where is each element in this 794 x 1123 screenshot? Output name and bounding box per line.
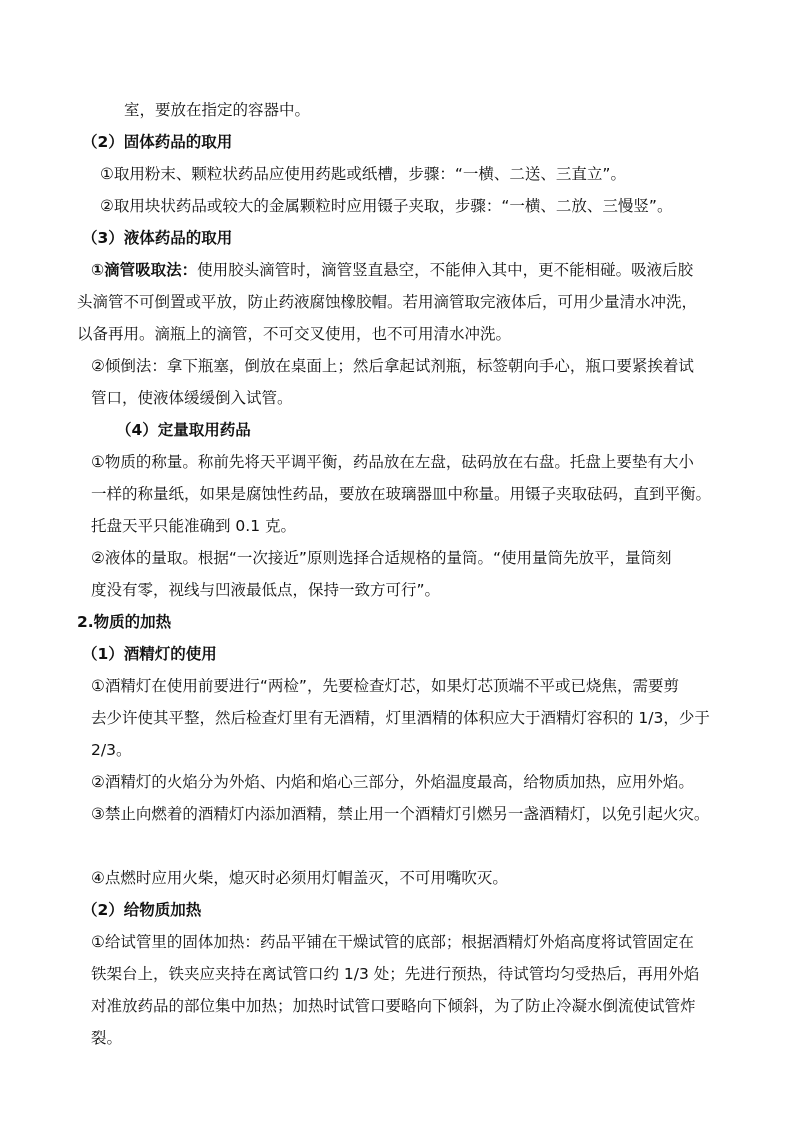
paragraph-line: ①给试管里的固体加热：药品平铺在干燥试管的底部；根据酒精灯外焰高度将试管固定在 xyxy=(91,933,694,951)
section-heading-heating: 2.物质的加热 xyxy=(77,613,172,631)
paragraph-line: 去少许使其平整，然后检查灯里有无酒精，灯里酒精的体积应大于酒精灯容积的 1/3，少于 xyxy=(91,709,710,727)
paragraph-line xyxy=(91,260,693,280)
paragraph-line: ②取用块状药品或较大的金属颗粒时应用镊子夹取，步骤：“一横、二放、三慢竖”。 xyxy=(100,197,673,215)
paragraph-line: ①酒精灯在使用前要进行“两检”，先要检查灯芯，如果灯芯顶端不平或已烧焦，需要剪 xyxy=(91,677,679,695)
paragraph-line: ②倾倒法：拿下瓶塞，倒放在桌面上；然后拿起试剂瓶，标签朝向手心，瓶口要紧挨着试 xyxy=(91,357,694,375)
paragraph-line: 以备再用。滴瓶上的滴管，不可交叉使用，也不可用清水冲洗。 xyxy=(77,325,512,343)
paragraph-line: ④点燃时应用火柴，熄灭时必须用灯帽盖灭，不可用嘴吹灭。 xyxy=(91,869,508,887)
paragraph-line: 管口，使液体缓缓倒入试管。 xyxy=(91,389,293,407)
paragraph-line: ①物质的称量。称前先将天平调平衡，药品放在左盘，砝码放在右盘。托盘上要垫有大小 xyxy=(91,453,694,471)
paragraph-line: 托盘天平只能准确到 0.1 克。 xyxy=(91,517,297,535)
paragraph-line: 对准放药品的部位集中加热；加热时试管口要略向下倾斜，为了防止冷凝水倒流使试管炸 xyxy=(91,997,696,1015)
paragraph-line: 2/3。 xyxy=(91,741,132,759)
paragraph-line: 铁架台上，铁夹应夹持在离试管口约 1/3 处；先进行预热，待试管均匀受热后，再用外焰 xyxy=(91,965,700,983)
paragraph-line: 度没有零，视线与凹液最低点，保持一致方可行”。 xyxy=(91,581,441,599)
paragraph-line: ③禁止向燃着的酒精灯内添加酒精，禁止用一个酒精灯引燃另一盏酒精灯，以免引起火灾。 xyxy=(91,805,710,823)
paragraph-line: 一样的称量纸，如果是腐蚀性药品，要放在玻璃器皿中称量。用镊子夹取砝码，直到平衡。 xyxy=(91,485,712,503)
section-heading-quantitative: （4）定量取用药品 xyxy=(116,421,251,439)
section-heading-liquid-reagents: （3）液体药品的取用 xyxy=(82,229,233,247)
paragraph-line: ②液体的量取。根据“一次接近”原则选择合适规格的量筒。“使用量筒先放平，量筒刻 xyxy=(91,549,672,567)
dropper-method-text: 使用胶头滴管时，滴管竖直悬空，不能伸入其中，更不能相碰。吸液后胶 xyxy=(197,261,694,279)
paragraph-line: ①取用粉末、颗粒状药品应使用药匙或纸槽，步骤：“一横、二送、三直立”。 xyxy=(100,165,626,183)
paragraph-line: 室，要放在指定的容器中。 xyxy=(124,101,311,119)
section-heading-alcohol-lamp: （1）酒精灯的使用 xyxy=(82,645,217,663)
paragraph-line: 裂。 xyxy=(91,1029,123,1047)
paragraph-line: 头滴管不可倒置或平放，防止药液腐蚀橡胶帽。若用滴管取完液体后，可用少量清水冲洗， xyxy=(77,293,698,311)
paragraph-line: ②酒精灯的火焰分为外焰、内焰和焰心三部分，外焰温度最高，给物质加热，应用外焰。 xyxy=(91,773,694,791)
term-dropper-method: ①滴管吸取法： xyxy=(91,261,198,279)
section-heading-heating-substances: （2）给物质加热 xyxy=(82,901,202,919)
section-heading-solid-reagents: （2）固体药品的取用 xyxy=(82,133,233,151)
